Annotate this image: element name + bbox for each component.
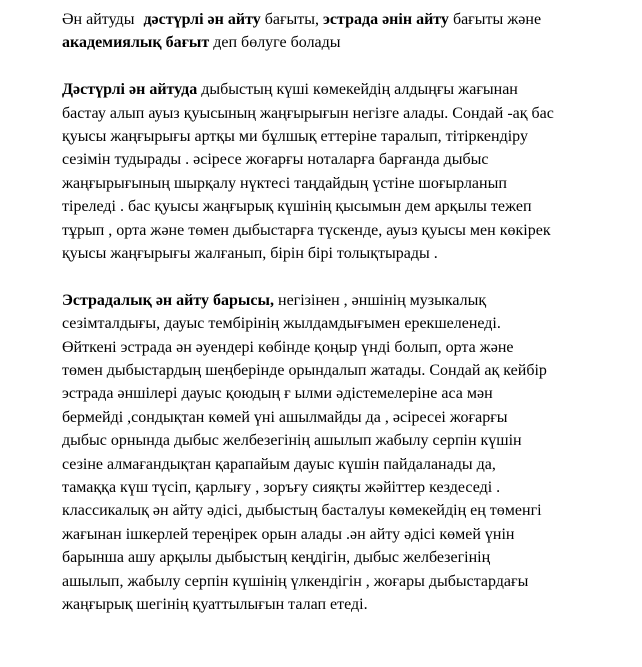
text-line (62, 78, 634, 101)
text-line: дыбыс орнында дыбыс желбезегінің ашылып жабылу серпін күшін (62, 432, 522, 450)
text-line: ашылып, жабылу серпін күшінің үлкендігін , жоғары дыбыстардағы (62, 572, 529, 590)
text-line: жаңғырығының шырқалу нүктесі таңдайдың үстіне шоғырланып (62, 174, 507, 192)
text-line: бермейді ,сондықтан көмей үні ашылмайды да , әсіресеі жоғарғы (62, 408, 508, 426)
text-line: қуысы жаңғырығы жалғанып, бірін бірі толықтырады . (62, 245, 438, 263)
text-run: бағыты, (260, 11, 324, 28)
paragraph-estrada (62, 289, 634, 616)
bold-term-estrada-singing: эстрада әнін айту (323, 11, 449, 28)
paragraph-traditional (62, 78, 634, 265)
text-line: классикалық ән айту әдісі, дыбыстың басталуы көмекейдің ең төменгі (62, 502, 542, 520)
text-line: төмен дыбыстардың шеңберінде орындалып жатады. Сондай ақ кейбір (62, 362, 547, 380)
text-run: Ән айтуды (62, 11, 139, 28)
text-line: қуысы жаңғырығы артқы ми бұлшық еттеріне таралып, тітіркендіру (62, 128, 528, 146)
bold-term-academic-direction: академиялық бағыт (62, 34, 210, 52)
text-line: тіреледі . бас қуысы жаңғырық күшінің қысымын дем арқылы тежеп (62, 198, 532, 216)
bold-term-traditional-singing: дәстүрлі ән айту (143, 11, 261, 28)
text-line: бастау алып ауыз қуысының жаңғырығын негізге алады. Сондай -ақ бас (62, 104, 554, 122)
paragraph-intro (62, 8, 634, 55)
text-line: эстрада әншілері дауыс қоюдың ғ ылми әдістемелеріне аса мән (62, 385, 493, 403)
bold-heading-traditional: Дәстүрлі ән айтуда (62, 81, 198, 99)
text-run: негізінен , әншінің музыкалық (274, 291, 487, 309)
text-line: жаңғырық шегінің қуаттылығын талап етеді. (62, 595, 368, 613)
text-line: жағынан ішкерлей тереңірек орын алады .ән айту әдісі көмей үнін (62, 525, 515, 543)
text-line (62, 289, 634, 312)
text-line: тұрып , орта және төмен дыбыстарға түскенде, ауыз қуысы мен көкірек (62, 221, 551, 239)
text-line: тамаққа күш түсіп, қарлығу , зоръғу сияқты жәйіттер кездеседі . (62, 479, 501, 497)
text-line (62, 8, 634, 31)
text-line: сезімталдығы, дауыс тембірінің жылдамдығымен ерекшеленеді. (62, 315, 501, 333)
text-line: барынша ашу арқылы дыбыстың кеңдігін, дыбыс желбезегінің (62, 549, 491, 567)
text-line: Өйткені эстрада ән әуендері көбінде қоңыр үнді болып, орта және (62, 338, 514, 356)
text-line: сезіне алмағандықтан қарапайым дауыс күшін пайдаланады да, (62, 455, 496, 473)
text-run: деп бөлуге болады (209, 34, 341, 52)
text-line (62, 31, 634, 54)
text-run: дыбыстың күші көмекейдің алдыңғы жағынан (197, 81, 518, 99)
text-line: сезімін тудырады . әсіресе жоғарғы ноталарға барғанда дыбыс (62, 151, 489, 169)
text-run: бағыты және (448, 11, 542, 28)
bold-heading-estrada: Эстрадалық ән айту барысы, (62, 291, 274, 309)
